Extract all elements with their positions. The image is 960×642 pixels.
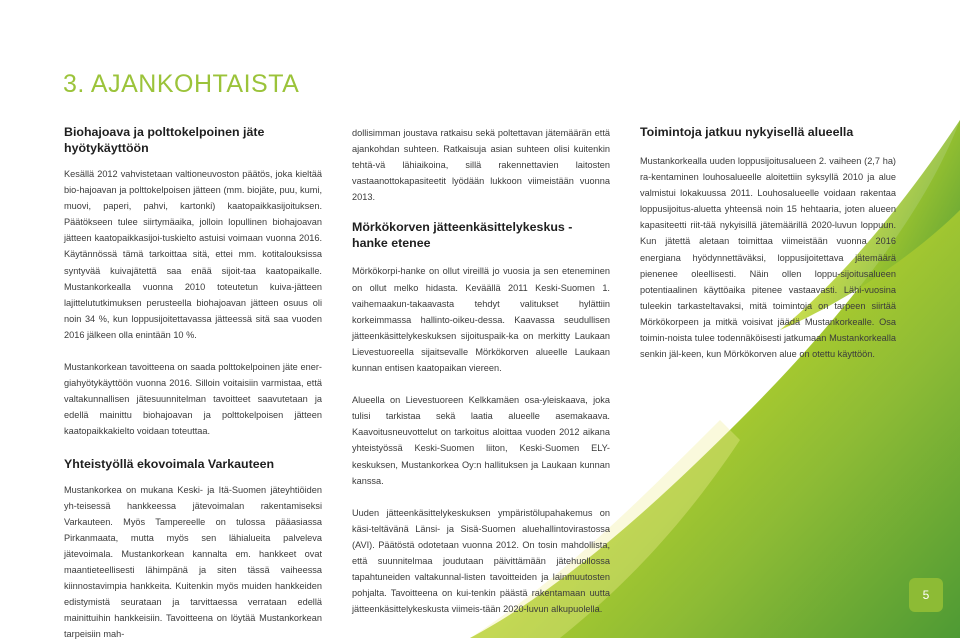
section-heading-morkokorpi: Mörkökorven jätteenkäsittelykeskus - hanke etenee [352,219,610,251]
paragraph-landfill-ban: Kesällä 2012 vahvistetaan valtioneuvoston päätös, joka kieltää bio-hajoavan ja polttokelpoisen jätteen (mm. biojäte, puu, kumi, muovi, paperi, pahvi, kartonki) kaatopaikkasijoituksen. Päätökseen tulee siirtymäaika, jolloin lopullinen biohajoavan jätteen kaatopaikkasijoi-tuskielto astuisi voimaan vuonna 2016. Käytännössä tämä tarkoittaa sitä, ettei mm. kotitalouksissa syntyvää kuivajätettä saa enää sijoit-taa kaatopaikalle. Mustankorkealla vuonna 2010 toteutetun kuiva-jätteen lajittelututkimuksen perusteella biohajoavan jätteen osuus oli noin 34 %, kun loppusijoitettavassa jätteessä sitä saa vuoden 2016 jälkeen olla enintään 10 %. [64,166,322,343]
paragraph-energy-use-goal: Mustankorkean tavoitteena on saada polttokelpoinen jäte ener-giahyötykäyttöön vuonna 2016. Silloin voitaisiin varmistaa, että valtakunnallisen jätesuunnitelman tavoitteet saavutetaan ja edellä mainittu biohajoavan ja polttokelpoisen jätteen kaatopaikkakielto voidaan toteuttaa. [64,359,322,439]
paragraph-varkaus-continued: dollisimman joustava ratkaisu sekä poltettavan jätemäärän että ajankohdan suhteen. Ratkaisuja asian suhteen olisi kuitenkin tehtä-vä lähiaikoina, sillä rakennettavien laitosten vastaanottokapasiteetit lyödään lukkoon viimeistään vuonna 2013. [352,125,610,205]
paragraph-zoning: Alueella on Lievestuoreen Kelkkamäen osa-yleiskaava, joka tulisi tarkistaa sekä laatia alueelle asemakaava. Kaavoitusneuvottelut on tarkoitus aloittaa vuoden 2012 aikana yhteistyössä Keski-Suomen liiton, Keski-Suomen ELY-keskuksen, Mustankorkea Oy:n hallituksen ja Laukaan kunnan kanssa. [352,392,610,489]
section-heading-current-area: Toimintoja jatkuu nykyisellä alueella [640,124,896,140]
section-heading-varkaus-plant: Yhteistyöllä ekovoimala Varkauteen [64,456,322,472]
chapter-title: 3. AJANKOHTAISTA [63,70,299,99]
middle-column [352,125,610,617]
right-column [640,124,896,362]
paragraph-environmental-permit: Uuden jätteenkäsittelykeskuksen ympäristölupahakemus on käsi-teltävänä Länsi- ja Sisä-Suomen aluehallintovirastossa (AVI). Päätöstä odotetaan vuonna 2012. On tosin mahdollista, että suunnitelmaa joudutaan päivittämään jätehuollossa tapahtuneiden valtakunnal-listen tavoitteiden ja lainmuutosten pohjalta. Tavoitteena on kui-tenkin päästä rakentamaan uutta jätteenkäsittelykeskusta viimeis-tään 2020-luvun alkupuolella. [352,505,610,618]
page-number-badge: 5 [909,578,943,612]
section-heading-biodegradable-waste: Biohajoava ja polttokelpoinen jäte hyötykäyttöön [64,124,322,156]
paragraph-current-area: Mustankorkealla uuden loppusijoitusalueen 2. vaiheen (2,7 ha) ra-kentaminen louhosalueelle aloitettiin syksyllä 2010 ja alue valmistui lokakuussa 2011. Louhosalueelle voidaan rakentaa loppusijoitus-aluetta yhteensä noin 15 hehtaaria, joten alueen kapasiteetti riit-tää nykyisillä jätemäärillä 2020-luvun loppuun. Kun jätettä aletaan toimittaa viimeistään vuonna 2016 energiana hyödynnettäväksi, loppusijoitettava jätemäärä pienenee oleellisesti. Näin ollen loppu-sijoitusalueen potentiaalinen käyttöaika pitenee vastaavasti. Lähi-vuosina tuleekin tarkasteltavaksi, mitä toimintoja on tarpeen siirtää Mörkökorpeen ja mitkä voisivat jäädä Mustankorkealle. Osa toimin-noista tulee todennäköisesti jatkumaan Mustankorkealla senkin jäl-keen, kun Mörkökorven alue on otettu käyttöön. [640,153,896,362]
paragraph-varkaus-project: Mustankorkea on mukana Keski- ja Itä-Suomen jäteyhtiöiden yh-teisessä hankkeessa jätevoimalan rakentamiseksi Varkauteen. Myös Tampereelle on tulossa pääasiassa Pirkanmaata, mutta myös sen lähialueita palveleva jätevoimala. Mustankorkean kannalta em. hankkeet ovat maantieteellisesti lähimpänä ja siten tässä vaiheessa kiinnostavimpia hankkeita. Kuitenkin myös muiden hankkeiden edistymistä seurataan ja tarvittaessa verrataan edellä mainittuihin hankkeisiin. Tavoitteena on löytää Mustankorkean tarpeisiin mah- [64,482,322,642]
paragraph-morkokorpi-progress: Mörkökorpi-hanke on ollut vireillä jo vuosia ja sen eteneminen on ollut melko hidasta. Keväällä 2011 Keski-Suomen 1. vaihemaakun-takaavasta tehdyt valitukset hylättiin korkeimmassa hallinto-oikeu-dessa. Kaavassa seudullisen jätteenkäsittelykeskuksen sijoituspaik-ka on merkitty Laukaan Lievestuoreella sijaitsevalle Mörkökorven alueelle Laukaan kunnan entisen kaatopaikan viereen. [352,263,610,376]
left-column [64,124,322,642]
